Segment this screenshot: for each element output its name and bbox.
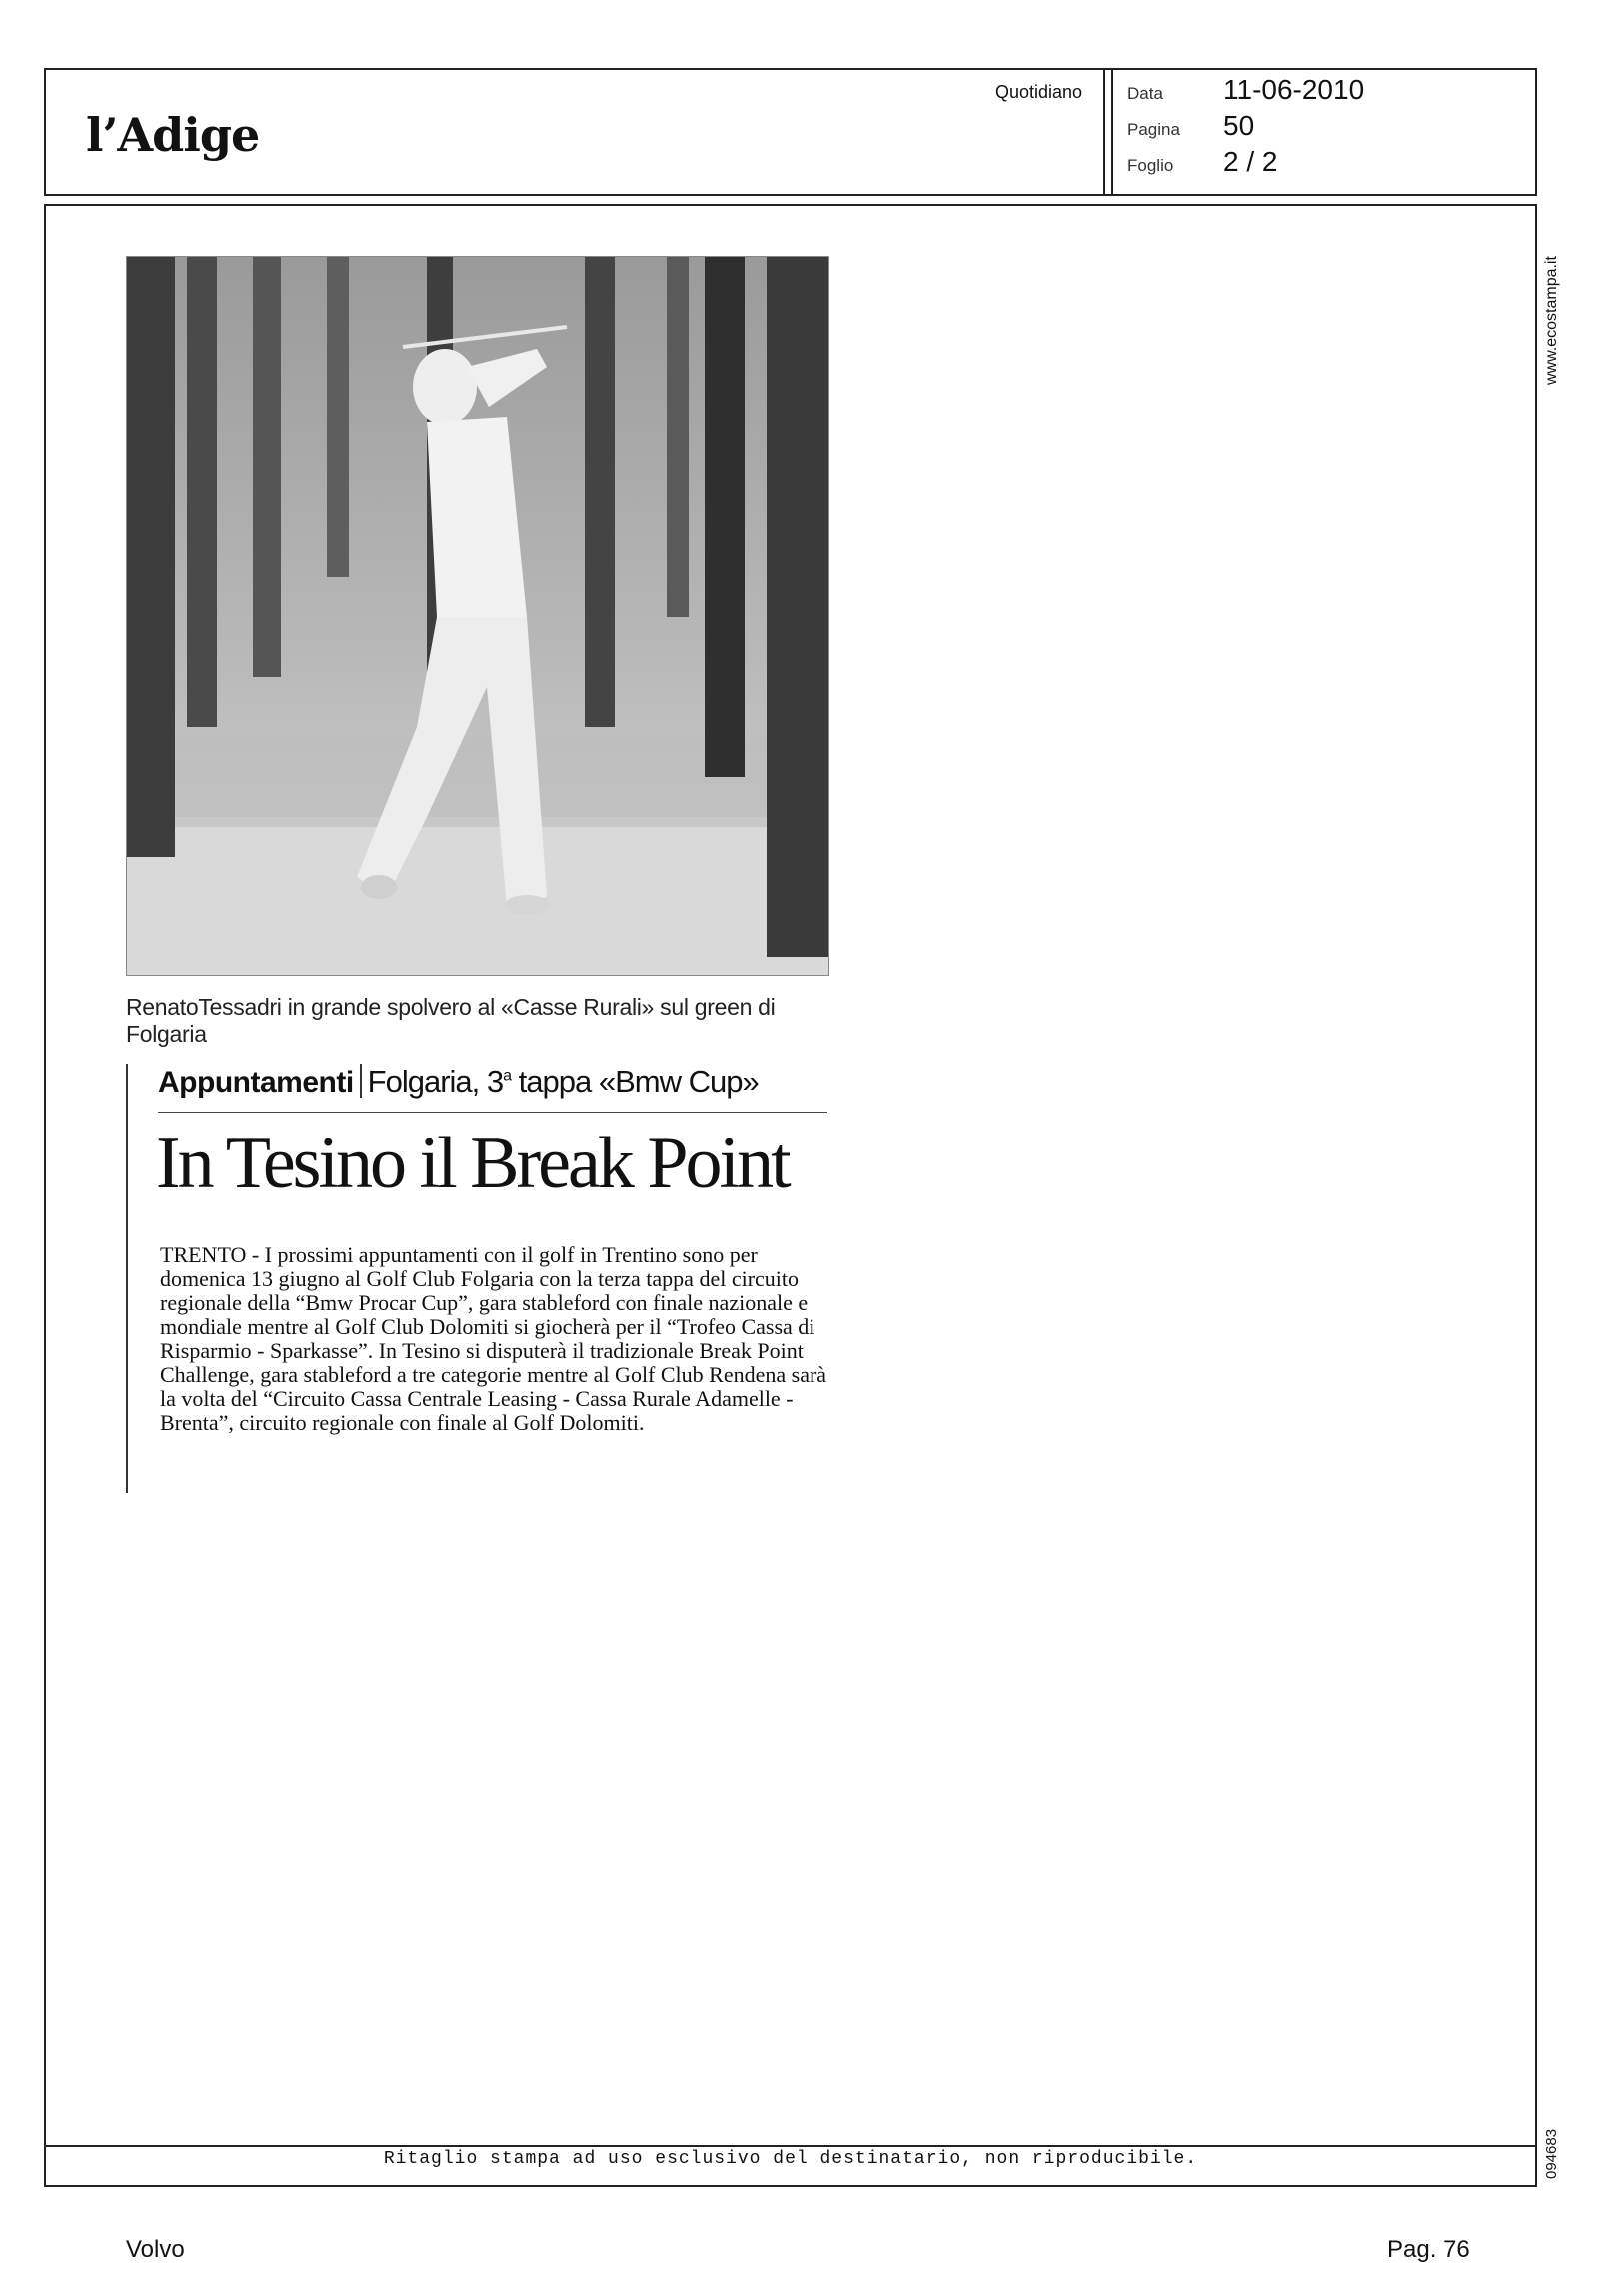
clipping-code: 094683 [1543,2128,1560,2179]
publication-type: Quotidiano [995,82,1083,102]
kicker-separator [360,1064,362,1098]
header-divider [1103,70,1105,194]
sheet-label: Foglio [1127,156,1174,175]
clipping-header [44,68,1537,196]
sheet-value: 2 / 2 [1223,146,1278,177]
article-kicker [158,1064,827,1113]
header-divider [1111,70,1113,194]
kicker-topic [368,1064,759,1099]
footer-page: Pag. 76 [1387,2236,1470,2263]
footer-client: Volvo [126,2236,185,2263]
copyright-notice: Ritaglio stampa ad uso esclusivo del destinatario, non riproducibile. [383,2149,1198,2169]
date-value: 11-06-2010 [1223,74,1365,105]
kicker-topic-post: tappa «Bmw Cup» [511,1064,759,1099]
source-url: www.ecostampa.it [1543,256,1560,385]
golfer-photo [126,256,829,976]
newspaper-logo: l’Adige [86,108,260,162]
article-rule [126,1064,128,1493]
kicker-topic-sup: a [503,1067,512,1085]
notice-divider [46,2145,1535,2147]
page-value: 50 [1223,110,1255,141]
kicker-topic-pre: Folgaria, 3 [367,1064,504,1099]
article-headline: In Tesino il Break Point [156,1123,789,1204]
kicker-section: Appuntamenti [158,1066,354,1099]
article-body: TRENTO - I prossimi appuntamenti con il golf in Trentino sono per domenica 13 giugno al Golf Club Folgaria con la terza tappa del circuito regionale della “Bmw Procar Cup”, gara stableford con finale nazionale e mondiale mentre al Golf Club Dolomiti si giocherà per il “Trofeo Cassa di Risparmio - Sparkasse”. In Tesino si disputerà il tradizionale Break Point Challenge, gara stableford a tre categorie mentre al Golf Club Rendena sarà la volta del “Circuito Cassa Centrale Leasing - Cassa Rurale Adamelle - Brenta”, circuito regionale con finale al Golf Dolomiti. [160,1242,827,1435]
date-label: Data [1127,84,1163,103]
golfer-illustration [127,257,828,975]
page-label: Pagina [1127,120,1180,139]
photo-caption: RenatoTessadri in grande spolvero al «Casse Rurali» sul green di Folgaria [126,994,776,1047]
